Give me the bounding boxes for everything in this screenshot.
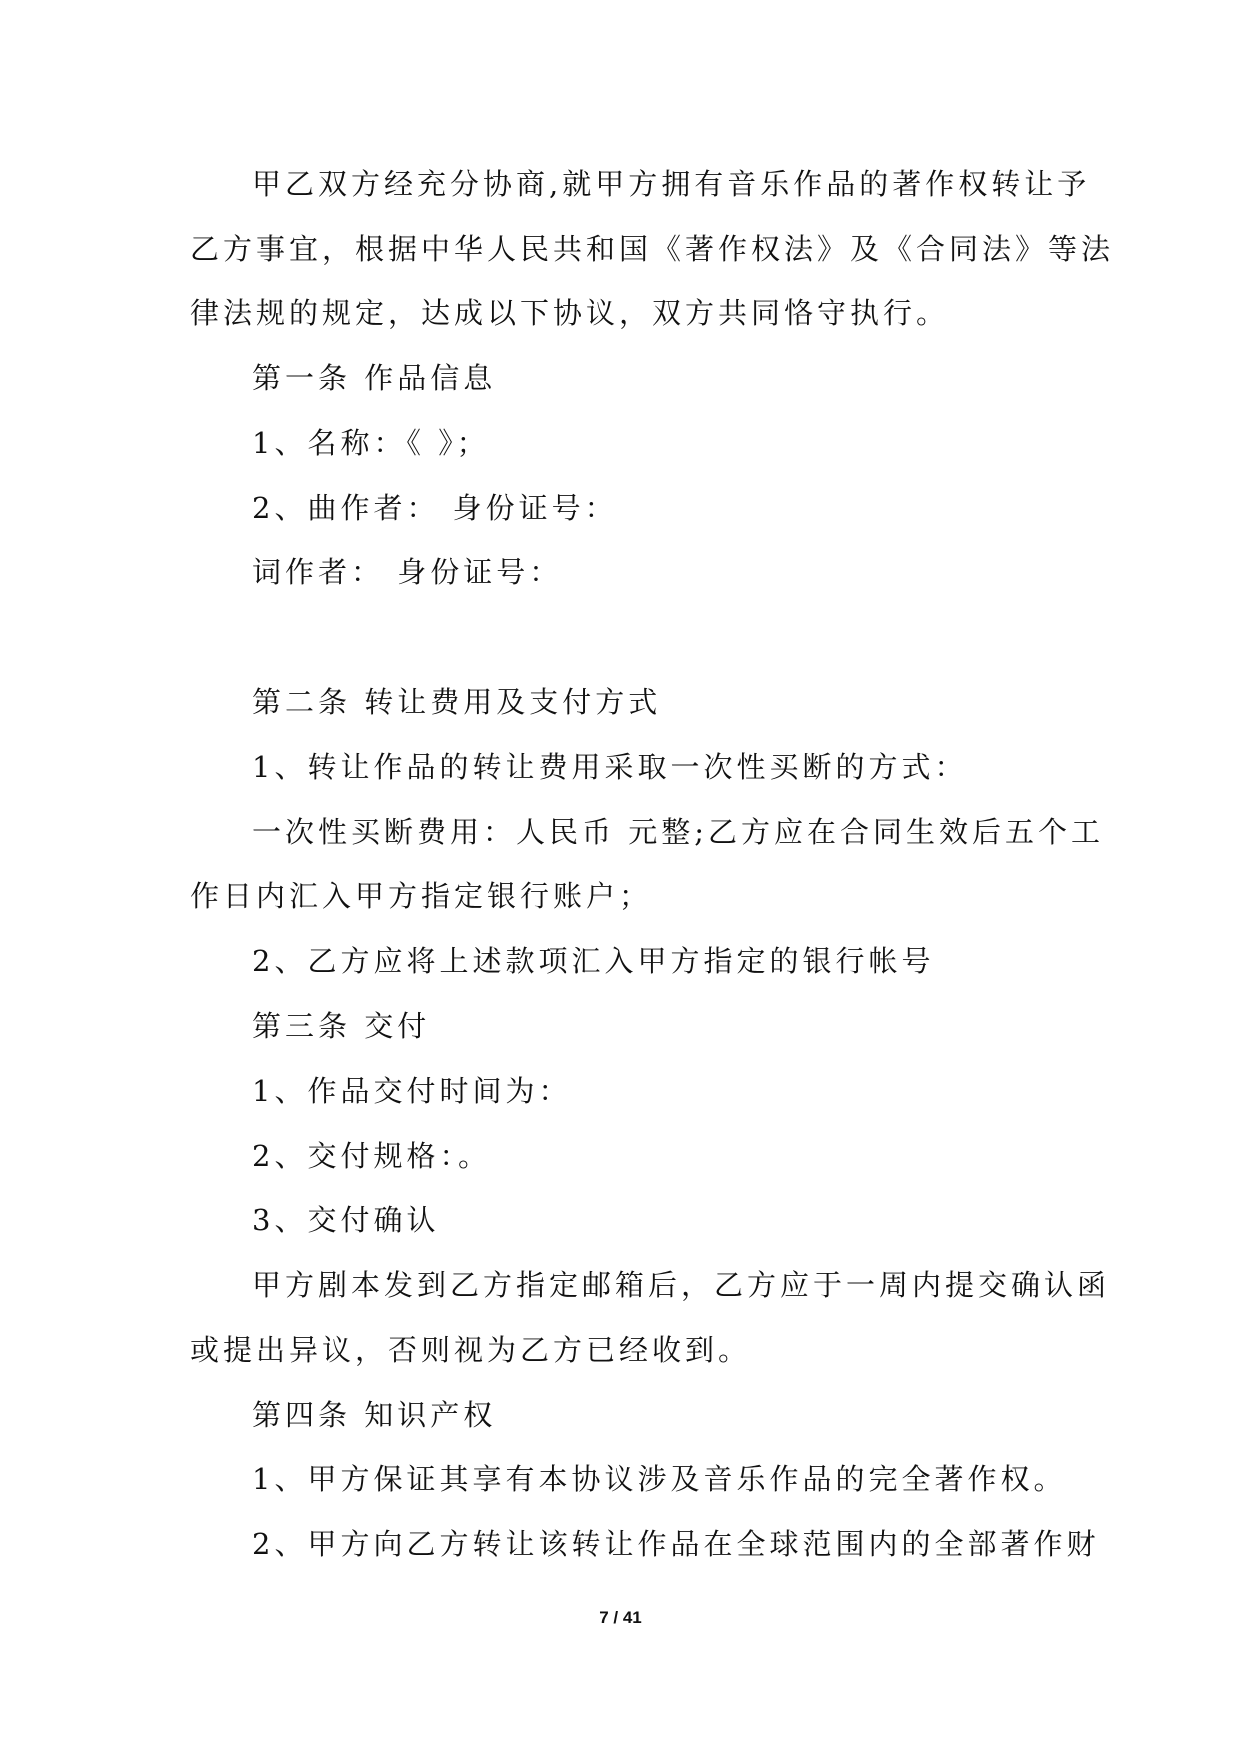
article-heading: 第三条 交付 (252, 1009, 431, 1043)
article-heading: 第一条 作品信息 (252, 361, 497, 395)
paragraph-line: 乙方事宜，根据中华人民共和国《著作权法》及《合同法》等法 (190, 232, 1115, 266)
page-number: 7 / 41 (599, 1608, 642, 1627)
paragraph-line: 词作者： 身份证号： (252, 555, 563, 589)
paragraph-line: 甲乙双方经充分协商,就甲方拥有音乐作品的著作权转让予 (252, 167, 1091, 201)
list-item: 2、交付规格：。 (252, 1139, 491, 1173)
paragraph-line: 甲方剧本发到乙方指定邮箱后，乙方应于一周内提交确认函 (252, 1268, 1111, 1302)
list-item: 1、作品交付时间为： (252, 1074, 572, 1108)
paragraph-line: 或提出异议，否则视为乙方已经收到。 (190, 1333, 752, 1367)
paragraph-line: 律法规的规定，达成以下协议，双方共同恪守执行。 (190, 296, 950, 330)
list-item: 1、甲方保证其享有本协议涉及音乐作品的完全著作权。 (252, 1462, 1067, 1496)
list-item: 2、曲作者： 身份证号： (252, 491, 618, 525)
list-item: 2、乙方应将上述款项汇入甲方指定的银行帐号 (252, 944, 935, 978)
list-item: 2、甲方向乙方转让该转让作品在全球范围内的全部著作财 (252, 1527, 1100, 1561)
list-item: 3、交付确认 (252, 1203, 440, 1237)
article-heading: 第二条 转让费用及支付方式 (252, 685, 662, 719)
list-item: 1、名称：《 》； (252, 426, 490, 460)
article-heading: 第四条 知识产权 (252, 1398, 497, 1432)
paragraph-line: 一次性买断费用：人民币 元整;乙方应在合同生效后五个工 (252, 815, 1104, 849)
list-item: 1、转让作品的转让费用采取一次性买断的方式： (252, 750, 968, 784)
paragraph-line: 作日内汇入甲方指定银行账户； (190, 879, 653, 913)
